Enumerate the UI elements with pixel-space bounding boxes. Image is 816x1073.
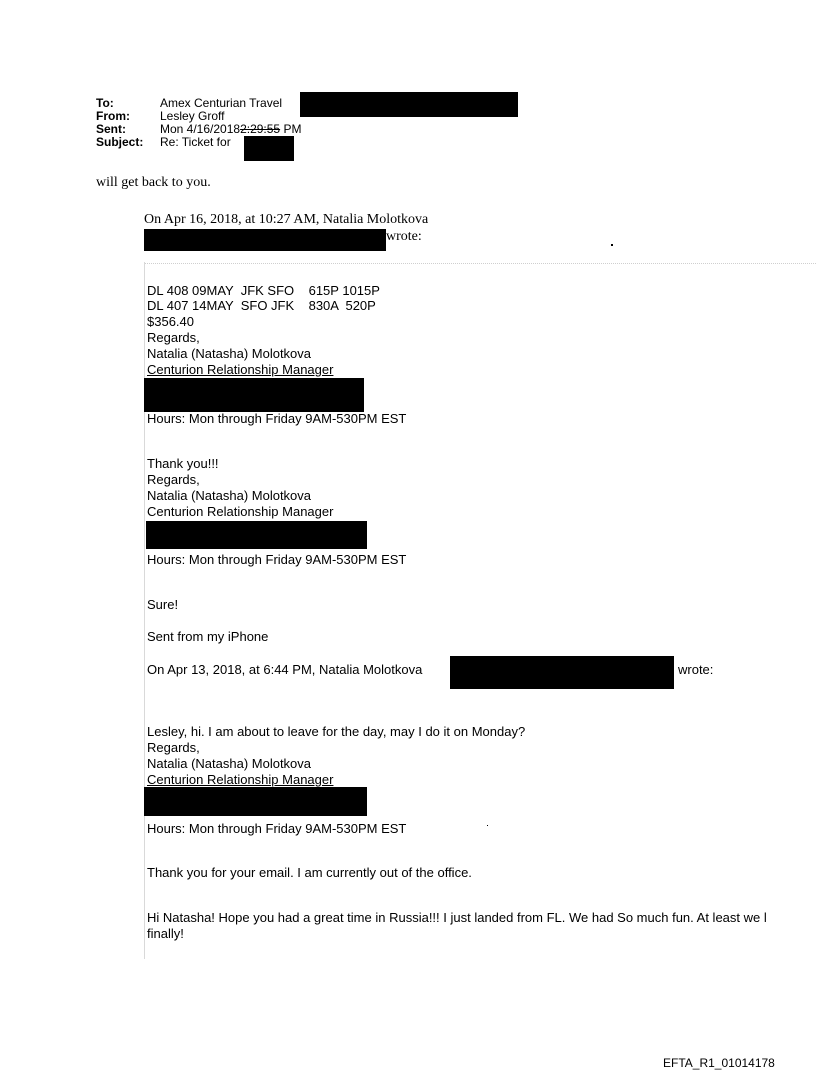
sig-regards: Regards, [147,740,200,755]
sent-from-text: Sent from my iPhone [147,629,269,644]
hi-message-line: Hi Natasha! Hope you had a great time in Russia!!! I just landed from FL. We had So much fun. At least we l [147,910,767,925]
sig-hours: Hours: Mon through Friday 9AM-530PM EST [147,411,407,426]
quote2-header: On Apr 13, 2018, at 6:44 PM, Natalia Molotkova [147,662,423,677]
quote-wrote: wrote: [386,229,422,244]
out-of-office-text: Thank you for your email. I am currently out of the office. [147,865,472,880]
quote-bar [144,262,145,959]
thanks-text: Thank you!!! [147,456,219,471]
redaction-box [450,656,674,689]
document-id: EFTA_R1_01014178 [663,1056,775,1070]
sig-title: Centurion Relationship Manager [147,504,334,519]
redaction-box [144,229,386,251]
leave-message: Lesley, hi. I am about to leave for the day, may I do it on Monday? [147,724,526,739]
sent-value: Mon 4/16/20182:29:55 PM [160,122,302,136]
sig-hours: Hours: Mon through Friday 9AM-530PM EST [147,821,407,836]
stray-dot [611,244,613,246]
subject-label: Subject: [96,135,144,149]
sig-name: Natalia (Natasha) Molotkova [147,488,312,503]
stray-dot [487,825,488,826]
reply-text: will get back to you. [96,175,211,190]
subject-value: Re: Ticket for [160,135,231,149]
quote2-wrote: wrote: [678,662,714,677]
from-label: From: [96,109,130,123]
redaction-box [146,521,367,549]
sig-hours: Hours: Mon through Friday 9AM-530PM EST [147,552,407,567]
flight-line: DL 407 14MAY SFO JFK 830A 520P [147,298,376,313]
redaction-box [244,136,294,161]
sig-regards: Regards, [147,472,200,487]
redaction-box [144,787,367,816]
redaction-box [300,92,518,117]
price: $356.40 [147,314,194,329]
hi-message-line: finally! [147,926,184,941]
quote-separator [144,263,816,264]
sent-label: Sent: [96,122,126,136]
sig-name: Natalia (Natasha) Molotkova [147,756,312,771]
to-label: To: [96,96,114,110]
redaction-box [144,378,364,412]
flight-line: DL 408 09MAY JFK SFO 615P 1015P [147,283,380,298]
sig-title: Centurion Relationship Manager [147,362,334,377]
from-value: Lesley Groff [160,109,225,123]
quote-header: On Apr 16, 2018, at 10:27 AM, Natalia Molotkova [144,212,429,227]
to-value: Amex Centurian Travel [160,96,283,110]
sig-title: Centurion Relationship Manager [147,772,334,787]
sure-text: Sure! [147,597,179,612]
sig-regards: Regards, [147,330,200,345]
sig-name: Natalia (Natasha) Molotkova [147,346,312,361]
